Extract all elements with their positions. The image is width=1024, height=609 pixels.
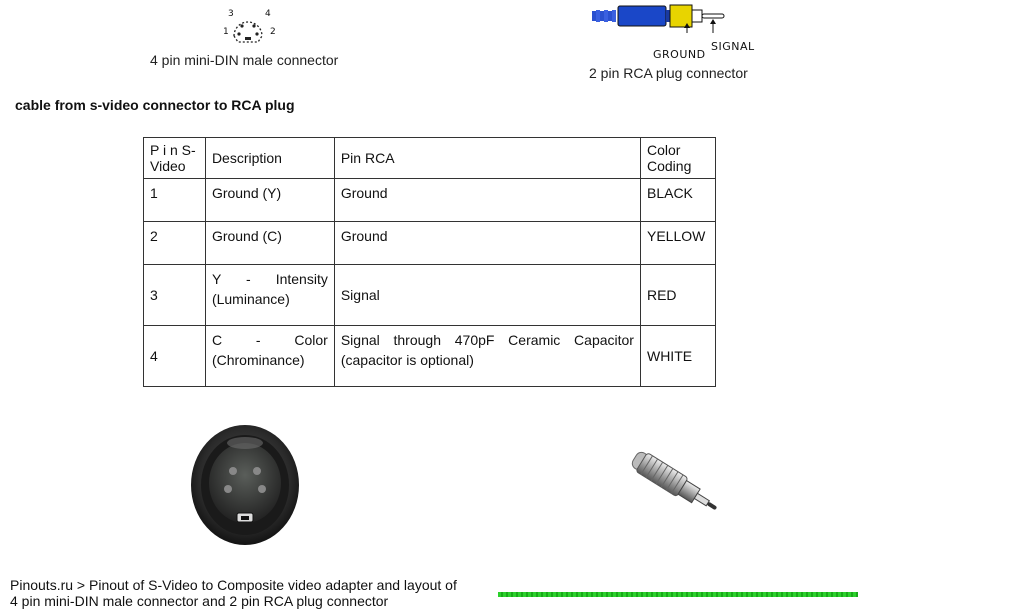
table-cell: YELLOW (640, 222, 715, 265)
table-cell: RED (640, 265, 715, 326)
rca-signal-label: SIGNAL (711, 40, 755, 53)
table-cell: C - Color (Chrominance) (205, 326, 334, 387)
pin-label-2: 2 (270, 27, 276, 37)
table-cell: 3 (144, 265, 206, 326)
pin-label-3: 3 (228, 9, 234, 19)
mini-din-caption: 4 pin mini-DIN male connector (150, 52, 339, 68)
rca-plug-photo (625, 444, 730, 524)
table-cell: 1 (144, 179, 206, 222)
table-header: Description (205, 138, 334, 179)
footer-line-2: 4 pin mini-DIN male connector and 2 pin RCA plug connector (10, 593, 389, 609)
table-cell: Y - Intensity (Luminance) (205, 265, 334, 326)
table-row (144, 326, 716, 387)
table-cell: BLACK (640, 179, 715, 222)
footer-line-1: Pinouts.ru > Pinout of S-Video to Composite video adapter and layout of (10, 577, 457, 593)
table-header-row (144, 138, 716, 179)
table-row (144, 222, 716, 265)
table-header: P i n S-Video (144, 138, 206, 179)
table-row (144, 179, 716, 222)
pin-label-1: 1 (223, 27, 229, 37)
section-heading: cable from s-video connector to RCA plug (15, 97, 295, 113)
table-cell: Ground (334, 179, 640, 222)
table-row (144, 265, 716, 326)
table-cell: Signal through 470pF Ceramic Capacitor (capacitor is optional) (334, 326, 640, 387)
green-divider-bar (498, 592, 858, 597)
pin-label-4: 4 (265, 9, 271, 19)
footer-caption (10, 577, 500, 609)
rca-caption: 2 pin RCA plug connector (589, 65, 748, 81)
table-cell: 2 (144, 222, 206, 265)
rca-plug-diagram-icon (592, 4, 732, 34)
table-cell: Ground (C) (205, 222, 334, 265)
rca-ground-label: GROUND (653, 48, 706, 61)
table-cell: WHITE (640, 326, 715, 387)
pinout-table (143, 137, 716, 387)
rca-diagram (592, 4, 732, 34)
table-cell: 4 (144, 326, 206, 387)
table-cell: Ground (Y) (205, 179, 334, 222)
table-cell: Signal (334, 265, 640, 326)
s-video-connector-photo (190, 423, 300, 548)
table-header: Color Coding (640, 138, 715, 179)
table-header: Pin RCA (334, 138, 640, 179)
table-cell: Ground (334, 222, 640, 265)
